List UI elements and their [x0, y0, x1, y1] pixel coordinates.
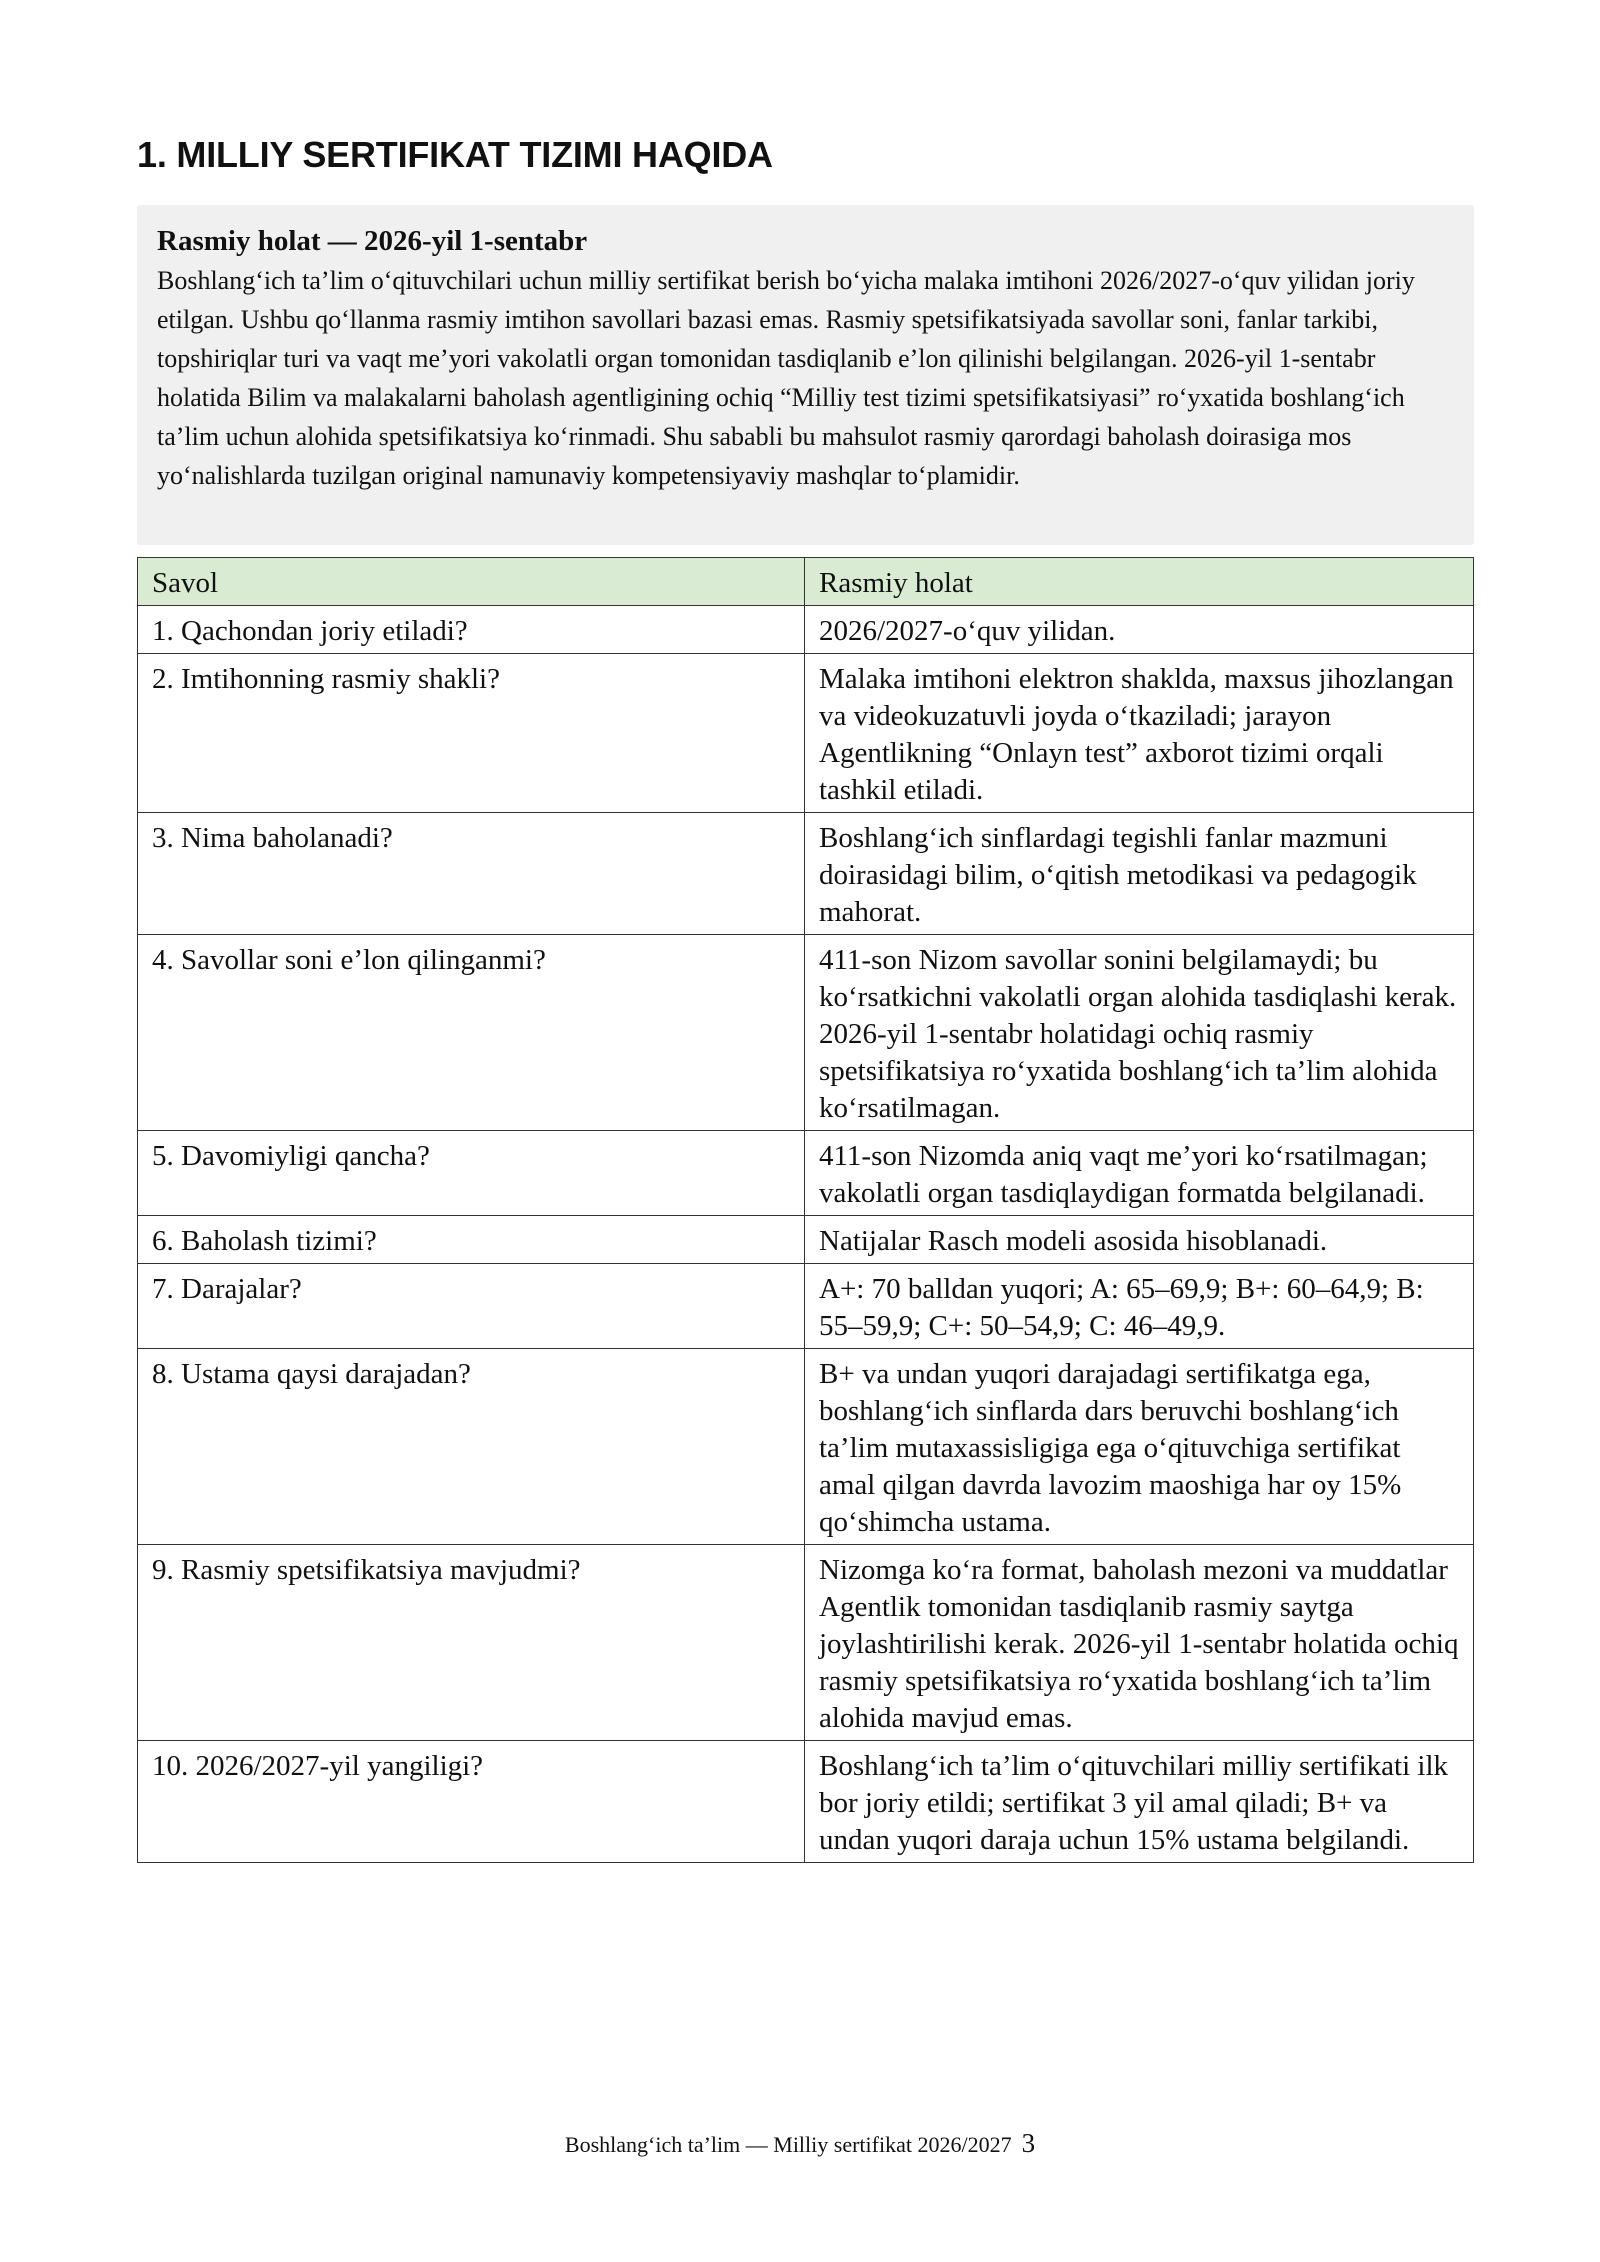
question-cell: 7. Darajalar? — [138, 1264, 805, 1349]
answer-cell: B+ va undan yuqori darajadagi sertifikatga ega, boshlang‘ich sinflarda dars beruvchi boshlang‘ich ta’lim mutaxassisligiga ega o‘qituvchiga sertifikat amal qilgan davrda lavozim maoshiga har oy 15% qo‘shimcha ustama. — [805, 1349, 1474, 1545]
table-row — [138, 1741, 1474, 1863]
answer-cell: Nizomga ko‘ra format, baholash mezoni va muddatlar Agentlik tomonidan tasdiqlanib rasmiy saytga joylashtirilishi kerak. 2026-yil 1-sentabr holatida ochiq rasmiy spetsifikatsiya ro‘yxatida boshlang‘ich ta’lim alohida mavjud emas. — [805, 1545, 1474, 1741]
answer-cell: Boshlang‘ich sinflardagi tegishli fanlar mazmuni doirasidagi bilim, o‘qitish metodikasi va pedagogik mahorat. — [805, 813, 1474, 935]
question-cell: 5. Davomiyligi qancha? — [138, 1131, 805, 1216]
question-cell: 10. 2026/2027-yil yangiligi? — [138, 1741, 805, 1863]
answer-cell: Natijalar Rasch modeli asosida hisoblanadi. — [805, 1216, 1474, 1264]
table-header-row — [138, 558, 1474, 606]
table-row — [138, 935, 1474, 1131]
header-status: Rasmiy holat — [805, 558, 1474, 606]
answer-cell: 411-son Nizomda aniq vaqt me’yori ko‘rsatilmagan; vakolatli organ tasdiqlaydigan formatda belgilanadi. — [805, 1131, 1474, 1216]
question-cell: 3. Nima baholanadi? — [138, 813, 805, 935]
question-cell: 8. Ustama qaysi darajadan? — [138, 1349, 805, 1545]
footer-text: Boshlang‘ich ta’lim — Milliy sertifikat 2026/2027 — [564, 2132, 1012, 2157]
answer-cell: Malaka imtihoni elektron shaklda, maxsus jihozlangan va videokuzatuvli joyda o‘tkaziladi; jarayon Agentlikning “Onlayn test” axborot tizimi orqali tashkil etiladi. — [805, 654, 1474, 813]
header-question: Savol — [138, 558, 805, 606]
question-cell: 9. Rasmiy spetsifikatsiya mavjudmi? — [138, 1545, 805, 1741]
table-row — [138, 1131, 1474, 1216]
page-footer — [0, 2128, 1600, 2159]
section-heading: 1. MILLIY SERTIFIKAT TIZIMI HAQIDA — [137, 134, 773, 175]
table-row — [138, 654, 1474, 813]
table-row — [138, 606, 1474, 654]
table-row — [138, 813, 1474, 935]
table-row — [138, 1216, 1474, 1264]
table-row — [138, 1264, 1474, 1349]
question-cell: 4. Savollar soni e’lon qilinganmi? — [138, 935, 805, 1131]
status-callout — [137, 205, 1474, 545]
answer-cell: 411-son Nizom savollar sonini belgilamaydi; bu ko‘rsatkichni vakolatli organ alohida tasdiqlashi kerak. 2026-yil 1-sentabr holatidagi ochiq rasmiy spetsifikatsiya ro‘yxatida boshlang‘ich ta’lim alohida ko‘rsatilmagan. — [805, 935, 1474, 1131]
answer-cell: Boshlang‘ich ta’lim o‘qituvchilari milliy sertifikati ilk bor joriy etildi; sertifikat 3 yil amal qiladi; B+ va undan yuqori daraja uchun 15% ustama belgilandi. — [805, 1741, 1474, 1863]
page-number: 3 — [1021, 2128, 1036, 2158]
answer-cell: 2026/2027-o‘quv yilidan. — [805, 606, 1474, 654]
callout-body: Boshlang‘ich ta’lim o‘qituvchilari uchun milliy sertifikat berish bo‘yicha malaka imtihoni 2026/2027-o‘quv yilidan joriy etilgan. Ushbu qo‘llanma rasmiy imtihon savollari bazasi emas. Rasmiy spetsifikatsiyada savollar soni, fanlar tarkibi, topshiriqlar turi va vaqt me’yori vakolatli organ tomonidan tasdiqlanib e’lon qilinishi belgilangan. 2026-yil 1-sentabr holatida Bilim va malakalarni baholash agentligining ochiq “Milliy test tizimi spetsifikatsiyasi” ro‘yxatida boshlang‘ich ta’lim uchun alohida spetsifikatsiya ko‘rinmadi. Shu sababli bu mahsulot rasmiy qarordagi baholash doirasiga mos yo‘nalishlarda tuzilgan original namunaviy kompetensiyaviy mashqlar to‘plamidir. — [157, 266, 1415, 490]
status-table — [137, 557, 1474, 1863]
table-row — [138, 1545, 1474, 1741]
question-cell: 2. Imtihonning rasmiy shakli? — [138, 654, 805, 813]
callout-title: Rasmiy holat — 2026-yil 1-sentabr — [157, 225, 588, 257]
question-cell: 6. Baholash tizimi? — [138, 1216, 805, 1264]
answer-cell: A+: 70 balldan yuqori; A: 65–69,9; B+: 60–64,9; B: 55–59,9; C+: 50–54,9; C: 46–49,9. — [805, 1264, 1474, 1349]
question-cell: 1. Qachondan joriy etiladi? — [138, 606, 805, 654]
table-row — [138, 1349, 1474, 1545]
